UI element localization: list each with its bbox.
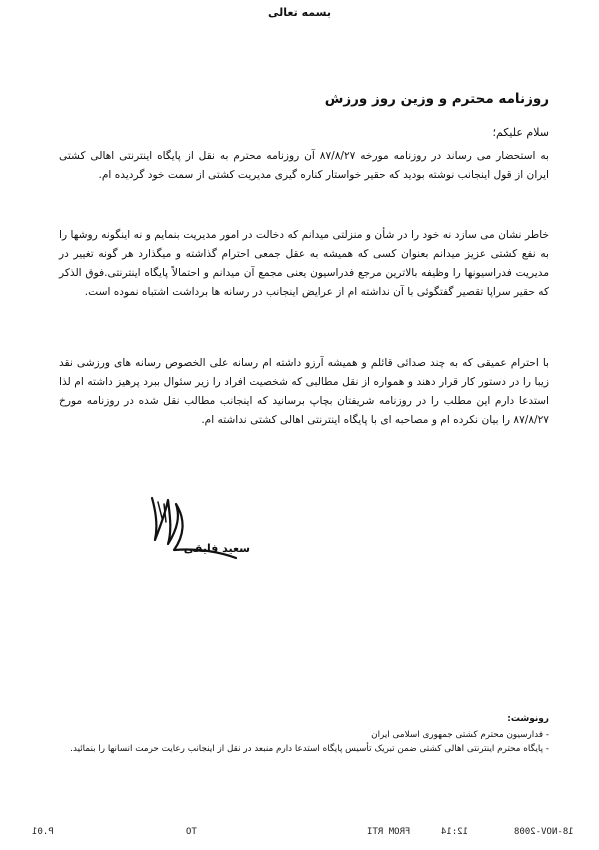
fax-header-mirrored [0,827,599,843]
header-title: بسمه تعالی [268,6,331,19]
cc-list [59,728,549,756]
fax-time: 12:14 [441,827,469,837]
fax-date: 18-NOV-2008 [514,827,574,837]
cc-item: - فدارسیون محترم کشتی جمهوری اسلامی ایران [371,730,549,740]
paragraph-1: به استحضار می رساند در روزنامه مورخه ۸۷/۸/۲۷ آن روزنامه محترم به نقل از پایگاه اینترنتی اهالی کشتی ایران از قول اینجانب نوشته بودید که حقیر خواستار کناره گیری مدیریت کشتی از سمت خود گردیده ام. [59,150,549,181]
cc-heading: رونوشت: [507,714,549,724]
greeting: سلام علیکم؛ [492,126,549,139]
cc-item: - پایگاه محترم اینترنتی اهالی کشتی ضمن تبریک تأسیس پایگاه استدعا دارم منبعد در نقل از اینجانب رعایت حرمت انسانها را بنمائید. [70,744,549,754]
paragraph-2: خاطر نشان می سازد نه خود را در شأن و منزلتی میدانم که دخالت در امور مدیریت بنمایم و نه اینگونه روشها را به نفع کشتی عزیز میدانم بعنوان کسی که همیشه به عقل جمعی احترام گذاشته و میگذارد هر گونه تغییر در مدیریت فدراسیونها را وظیفه بالاترین مرجع فدراسیون یعنی مجمع آن میدانم و احتمالاً پایگاه اینترنتی.فوق الذکر که حقیر سراپا تقصیر گفتگوئی با آن نداشته ام از عرایض اینجانب در رسانه ها برداشت اشتباه نموده است. [59,229,549,298]
handwritten-signature [128,492,238,572]
addressee: روزنامه محترم و وزین روز ورزش [324,91,549,107]
signature-name: سعید فایقی [183,542,250,555]
fax-page-number: P.01 [32,827,54,837]
fax-to: TO [186,827,197,837]
fax-from: FROM RTI [367,827,411,837]
paragraph-3: با احترام عمیقی که به چند صدائی قائلم و همیشه آرزو داشته ام رسانه علی الخصوص رسانه های ورزشی نقد زیبا را در دستور کار قرار دهند و همواره از نقل مطالبی که شخصیت افراد را زیر سئوال ببرد پرهیز داشته ام لذا استدعا دارم این مطلب را در روزنامه شریفتان بچاپ برسانید که اینجانب مطالب نقل شده در روزنامه مورخ ۸۷/۸/۲۷ را بیان نکرده ام و مصاحبه ای با پایگاه اینترنتی اهالی کشتی نداشته ام. [59,357,549,426]
